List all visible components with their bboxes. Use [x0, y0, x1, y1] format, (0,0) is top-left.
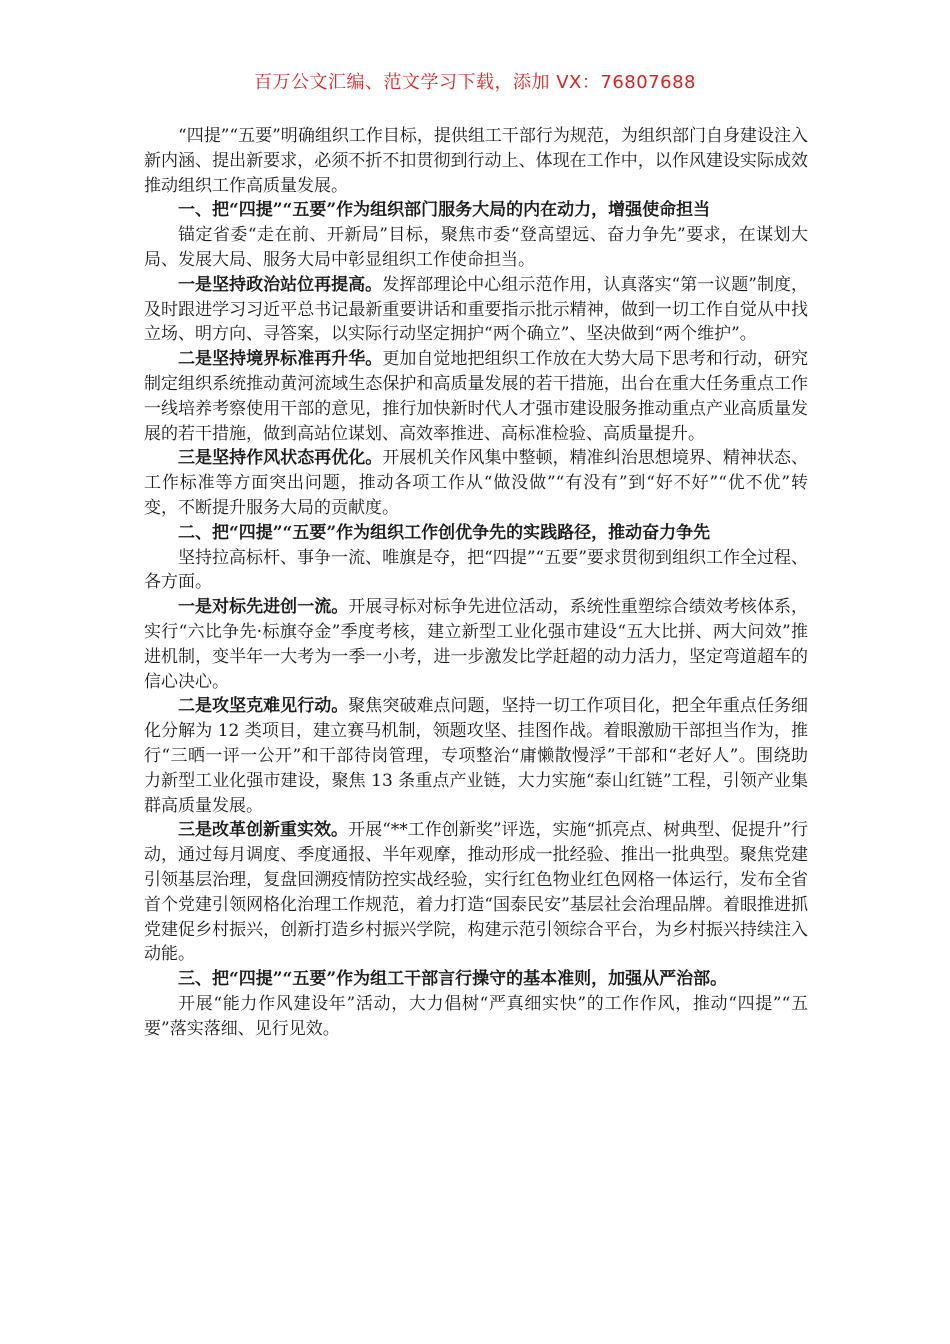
- intro-paragraph: “四提”“五要”明确组织工作目标，提供组工干部行为规范，为组织部门自身建设注入新内涵、提出新要求，必须不折不扣贯彻到行动上、体现在工作中，以作风建设实际成效推动组织工作高质量发展。: [144, 126, 808, 196]
- point-lead: 一是坚持政治站位再提高。: [178, 274, 383, 295]
- section-2-summary: 坚持拉高标杆、事争一流、唯旗是夺，把“四提”“五要”要求贯彻到组织工作全过程、各方面。: [144, 547, 808, 593]
- point-text: 更加自觉地把组织工作放在大势大局下思考和行动，研究制定组织系统推动黄河流域生态保护和高质量发展的若干措施，出台在重大任务重点工作一线培养考察使用干部的意见，推行加快新时代人才强市建设服务推动重点产业高质量发展的若干措施，做到高站位谋划、高效率推进、高标准检验、高质量提升。: [144, 349, 809, 444]
- section-2-heading: 二、把“四提”“五要”作为组织工作创优争先的实践路径，推动奋力争先: [178, 522, 711, 543]
- point-lead: 三是改革创新重实效。: [178, 820, 349, 841]
- document-body: [144, 124, 808, 1041]
- section-3-summary: 开展“能力作风建设年”活动，大力倡树“严真细实快”的工作作风，推动“四提”“五要”落实落细、见行见效。: [144, 993, 808, 1039]
- point-lead: 二是攻坚克难见行动。: [178, 696, 349, 717]
- section-2-point-2: [144, 694, 808, 818]
- point-lead: 二是坚持境界标准再升华。: [178, 349, 383, 370]
- section-1-point-2: [144, 347, 808, 446]
- section-1-heading: 一、把“四提”“五要”作为组织部门服务大局的内在动力，增强使命担当: [178, 200, 711, 221]
- section-1-point-1: [144, 273, 808, 347]
- point-text: 开展机关作风集中整顿，精准纠治思想境界、精神状态、工作标准等方面突出问题，推动各项工作从“做没做”“有没有”到“好不好”“优不优”转变，不断提升服务大局的贡献度。: [144, 448, 809, 518]
- section-1-point-3: [144, 446, 808, 520]
- point-text: 开展寻标对标争先进位活动，系统性重塑综合绩效考核体系，实行“六比争先·标旗夺金”季度考核，建立新型工业化强市建设“五大比拼、两大问效”推进机制，变半年一大考为一季一小考，进一步激发比学赶超的动力活力，坚定弯道超车的信心决心。: [144, 597, 809, 692]
- section-2-point-3: [144, 818, 808, 967]
- section-2-point-1: [144, 595, 808, 694]
- point-lead: 一是对标先进创一流。: [178, 597, 349, 618]
- section-3-heading: 三、把“四提”“五要”作为组工干部言行操守的基本准则，加强从严治部。: [178, 969, 728, 990]
- section-1-summary: 锚定省委“走在前、开新局”目标，聚焦市委“登高望远、奋力争先”要求，在谋划大局、发展大局、服务大局中彰显组织工作使命担当。: [144, 225, 808, 270]
- point-text: 发挥部理论中心组示范作用，认真落实“第一议题”制度，及时跟进学习习近平总书记最新重要讲话和重要指示批示精神，做到一切工作自觉从中找立场、明方向、寻答案，以实际行动坚定拥护“两个确立”、坚决做到“两个维护”。: [144, 274, 808, 345]
- point-lead: 三是坚持作风状态再优化。: [178, 448, 383, 469]
- point-text: 聚焦突破难点问题，坚持一切工作项目化，把全年重点任务细化分解为 12 类项目，建立赛马机制，领题攻坚、挂图作战。着眼激励干部担当作为，推行“三晒一评一公开”和干部待岗管理，专项整治“庸懒散慢浮”干部和“老好人”。围绕助力新型工业化强市建设，聚焦 13 条重点产业链，大力实施“泰山红链”工程，引领产业集群高质量发展。: [144, 696, 809, 816]
- promo-banner: 百万公文汇编、范文学习下载，添加 VX：76807688: [254, 72, 696, 93]
- point-text: 开展“**工作创新奖”评选，实施“抓亮点、树典型、促提升”行动，通过每月调度、季度通报、半年观摩，推动形成一批经验、推出一批典型。聚焦党建引领基层治理，复盘回溯疫情防控实战经验，实行红色物业红色网格一体运行，发布全省首个党建引领网格化治理工作规范，着力打造“国泰民安”基层社会治理品牌。着眼推进抓党建促乡村振兴，创新打造乡村振兴学院，构建示范引领综合平台，为乡村振兴持续注入动能。: [144, 820, 809, 965]
